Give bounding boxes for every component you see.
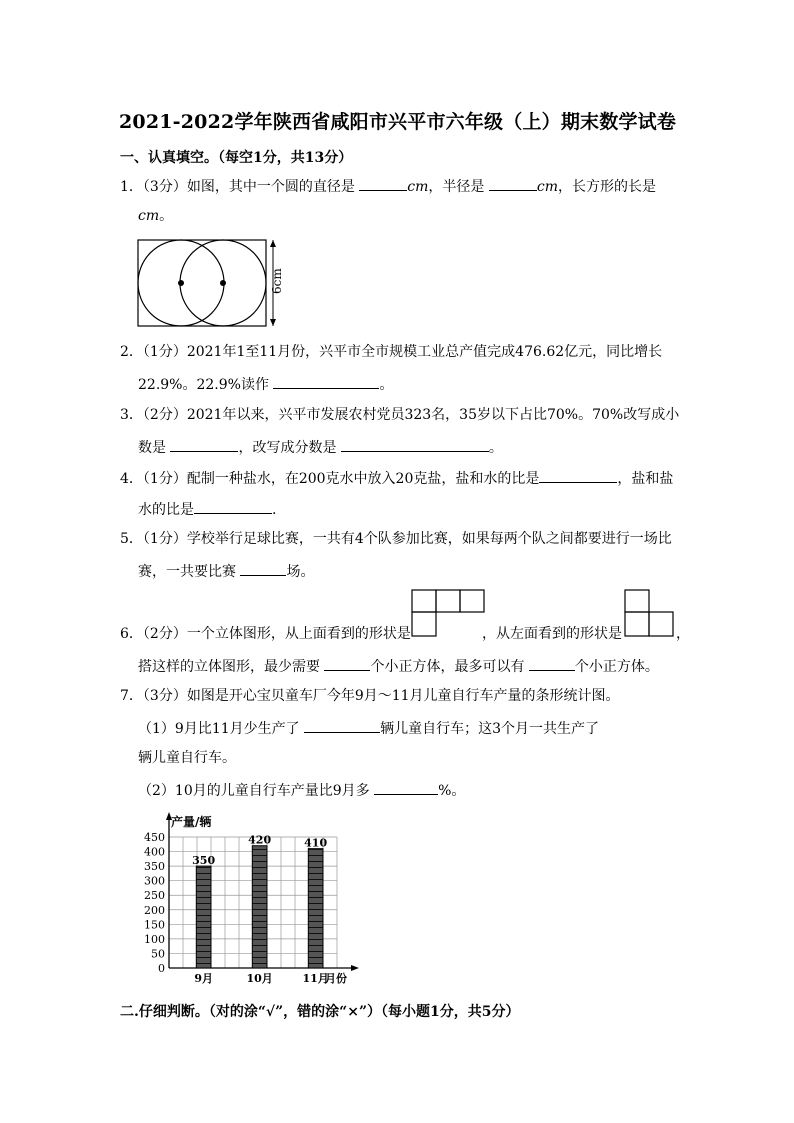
q7-blank-percent[interactable] [374, 782, 438, 795]
q2-text-a: 22.9%。22.9%读作 [138, 377, 269, 393]
y-tick-label: 300 [144, 874, 165, 888]
q6-text-b: 个小正方体，最多可以有 [370, 659, 525, 675]
q7-blank-difference[interactable] [304, 720, 380, 733]
q4-text-d: . [272, 502, 277, 518]
q6-top-view-figure [411, 589, 485, 639]
question-7-sub1-line1 [138, 720, 599, 736]
question-4-line2 [138, 501, 276, 517]
q4-blank-1[interactable] [539, 470, 617, 483]
question-5-line2 [138, 563, 314, 579]
section-2-heading: 二.仔细判断。（对的涂“√”，错的涂“×”）（每小题1分，共5分） [120, 1004, 520, 1020]
section-1-heading: 一、认真填空。（每空1分，共13分） [120, 150, 353, 166]
question-3-line2 [138, 439, 503, 455]
bar-data-label: 350 [192, 854, 216, 868]
question-6-line1c: ， [676, 626, 690, 642]
question-7-sub2 [138, 782, 465, 798]
q4-text-b: ，盐和盐 [617, 471, 674, 487]
q1-unit-3: cm [138, 208, 160, 224]
question-6-line1a: 6．（2分）一个立体图形，从上面看到的形状是 [120, 626, 411, 642]
question-2-line2 [138, 376, 393, 392]
q1-unit-1: cm [407, 179, 429, 195]
q7-bar-chart [138, 808, 370, 990]
q6-text-a: 搭这样的立体图形，最少需要 [138, 659, 320, 675]
q3-blank-decimal[interactable] [170, 439, 238, 452]
bar [252, 846, 267, 968]
q1-text-e: 。 [159, 208, 174, 224]
q1-line2 [138, 209, 173, 223]
q6-blank-max[interactable] [529, 658, 575, 671]
x-tick-label: 10月 [246, 972, 273, 985]
y-tick-label: 200 [144, 903, 165, 917]
q1-text-a: 1．（3分）如图，其中一个圆的直径是 [120, 179, 355, 195]
x-axis-arrow [351, 965, 359, 971]
q1-blank-diameter[interactable] [359, 178, 407, 191]
q1-text-c: ，长方形的长是 [557, 179, 656, 195]
question-7-line1: 7．（3分）如图是开心宝贝童车厂今年9月～11月儿童自行车产量的条形统计图。 [120, 688, 620, 704]
bar [308, 849, 323, 968]
y-axis-title: 产量/辆 [171, 815, 212, 829]
y-tick-label: 100 [144, 932, 165, 946]
q1-text-b: ，半径是 [428, 179, 485, 195]
question-4-line1 [120, 470, 673, 486]
question-7-sub1-line2: 辆儿童自行车。 [138, 750, 236, 766]
page-title: 2021-2022学年陕西省咸阳市兴平市六年级（上）期末数学试卷 [119, 111, 677, 133]
question-6-line2 [138, 658, 659, 674]
y-tick-label: 350 [144, 860, 165, 874]
q6-text-c: 个小正方体。 [574, 659, 659, 675]
y-tick-label: 0 [158, 962, 165, 975]
q7-sub1-text-a: （1）9月比11月少生产了 [138, 721, 300, 737]
x-axis-title: 月份 [325, 972, 347, 985]
y-tick-label: 400 [144, 845, 165, 859]
q3-text-c: 。 [488, 440, 503, 456]
y-tick-label: 250 [144, 889, 165, 903]
question-2-line1: 2．（1分）2021年1至11月份，兴平市全市规模工业总产值完成476.62亿元，同比增长 [120, 344, 663, 360]
q3-blank-fraction[interactable] [341, 439, 489, 452]
bar-data-label: 420 [248, 833, 272, 847]
q3-text-b: ，改写成分数是 [238, 440, 337, 456]
y-tick-label: 50 [151, 947, 165, 961]
q1-unit-2: cm [536, 179, 558, 195]
q7-sub2-text-b: %。 [438, 783, 466, 799]
y-tick-label: 450 [144, 831, 165, 844]
question-3-line1: 3．（2分）2021年以来，兴平市发展农村党员323名，35岁以下占比70%。70%改写成小 [120, 407, 680, 423]
q1-blank-radius[interactable] [489, 178, 537, 191]
question-1 [120, 178, 656, 194]
x-tick-label: 9月 [194, 972, 213, 985]
y-tick-label: 150 [144, 918, 165, 932]
q2-text-b: 。 [379, 377, 394, 393]
q7-sub2-text-a: （2）10月的儿童自行车产量比9月多 [138, 783, 370, 799]
q5-text-b: 场。 [286, 564, 315, 580]
q1-circles-figure [136, 238, 286, 330]
question-5-line1: 5．（1分）学校举行足球比赛，一共有4个队参加比赛，如果每两个队之间都要进行一场比 [120, 531, 672, 547]
bar [196, 866, 211, 968]
q1-dimension-label: 6cm [270, 268, 284, 294]
question-6-line1b: ，从左面看到的形状是 [482, 626, 622, 642]
bar-data-label: 410 [304, 836, 328, 850]
q4-blank-2[interactable] [194, 501, 272, 514]
q3-text-a: 数是 [138, 440, 166, 456]
q5-blank[interactable] [240, 563, 286, 576]
q4-text-c: 水的比是 [138, 502, 194, 518]
x-tick-label: 11月 [302, 972, 329, 985]
q6-left-view-figure [624, 589, 676, 639]
q5-text-a: 赛，一共要比赛 [138, 564, 236, 580]
q7-sub1-text-b: 辆儿童自行车；这3个月一共生产了 [380, 721, 600, 737]
q6-blank-min[interactable] [324, 658, 370, 671]
q4-text-a: 4．（1分）配制一种盐水，在200克水中放入20克盐，盐和水的比是 [120, 471, 540, 487]
q2-blank[interactable] [273, 376, 379, 389]
